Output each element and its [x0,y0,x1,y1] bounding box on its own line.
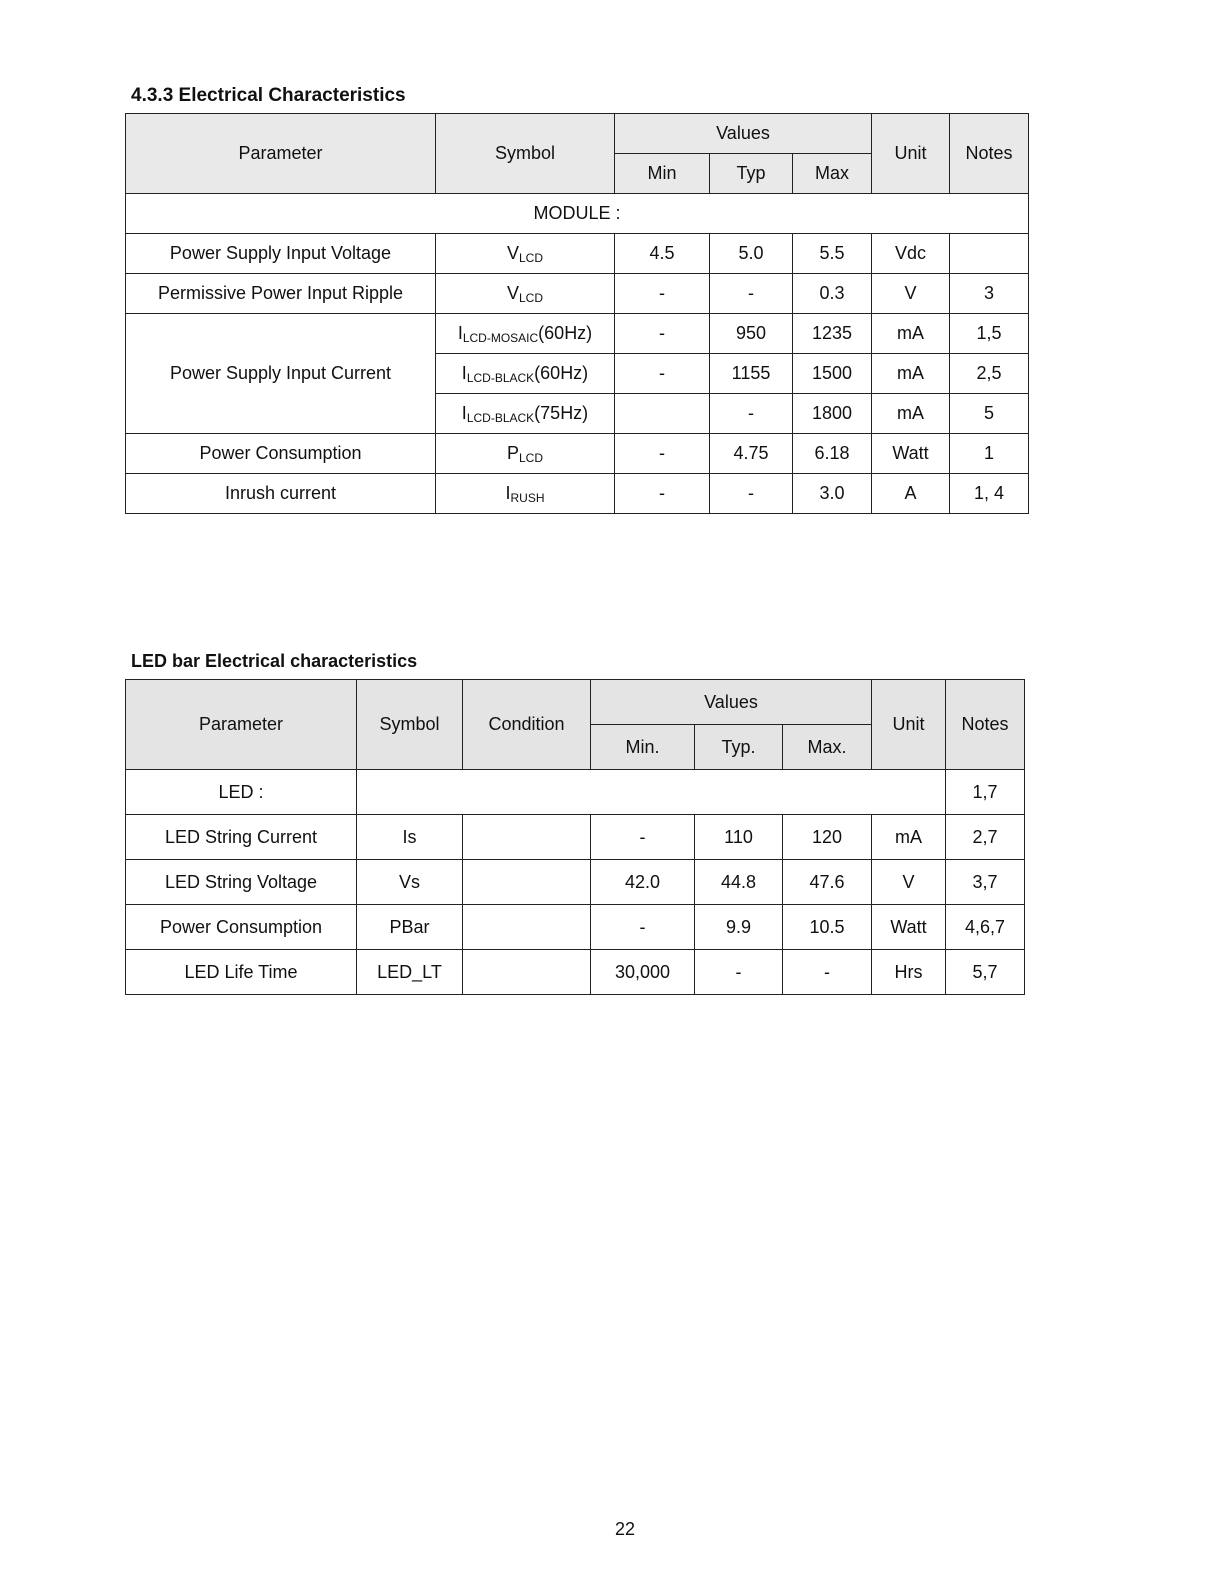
cell-typ: 110 [695,815,783,860]
cell-symbol: LED_LT [357,950,463,995]
led-empty-span [357,770,946,815]
header-symbol: Symbol [357,680,463,770]
cell-parameter: Power Consumption [126,905,357,950]
table-row [126,234,1029,274]
cell-parameter: LED String Voltage [126,860,357,905]
table-row [126,950,1025,995]
cell-max: 10.5 [783,905,872,950]
cell-unit: V [872,274,950,314]
cell-min: - [615,434,710,474]
cell-min: - [591,815,695,860]
cell-max: - [783,950,872,995]
cell-parameter: Power Supply Input Current [126,314,436,434]
cell-unit: mA [872,354,950,394]
cell-typ: - [710,394,793,434]
header-parameter: Parameter [126,114,436,194]
cell-notes: 2,5 [950,354,1029,394]
cell-min: 42.0 [591,860,695,905]
cell-max: 5.5 [793,234,872,274]
cell-max: 47.6 [783,860,872,905]
cell-condition [463,860,591,905]
page-number: 22 [614,1519,636,1539]
cell-unit: Hrs [872,950,946,995]
cell-unit: Watt [872,434,950,474]
header-max: Max. [783,725,872,770]
header-condition: Condition [463,680,591,770]
header-notes: Notes [950,114,1029,194]
cell-max: 120 [783,815,872,860]
cell-max: 1800 [793,394,872,434]
header-unit: Unit [872,114,950,194]
cell-symbol: $I_{LCD-BLACK}(60Hz)$ [436,354,615,394]
cell-symbol: PBar [357,905,463,950]
header-parameter: Parameter [126,680,357,770]
cell-min [615,394,710,434]
section-title-led-bar: LED bar Electrical characteristics [131,651,418,671]
cell-notes [950,234,1029,274]
header-typ: Typ [710,154,793,194]
cell-min: - [615,354,710,394]
cell-symbol: $V_{LCD}$ [436,234,615,274]
led-bar-characteristics-table [125,679,1025,995]
cell-condition [463,950,591,995]
cell-typ: 1155 [710,354,793,394]
cell-max: 6.18 [793,434,872,474]
cell-notes: 1,5 [950,314,1029,354]
cell-notes: 4,6,7 [946,905,1025,950]
header-symbol: Symbol [436,114,615,194]
table-row [126,815,1025,860]
cell-unit: mA [872,815,946,860]
cell-parameter: LED String Current [126,815,357,860]
cell-notes: 3 [950,274,1029,314]
cell-parameter: LED Life Time [126,950,357,995]
cell-condition [463,905,591,950]
header-min: Min [615,154,710,194]
header-values: Values [615,114,872,154]
cell-unit: Vdc [872,234,950,274]
electrical-characteristics-table [125,113,1029,514]
cell-min: - [591,905,695,950]
module-label: MODULE : [126,194,1029,234]
led-notes: 1,7 [946,770,1025,815]
cell-notes: 3,7 [946,860,1025,905]
cell-typ: 9.9 [695,905,783,950]
header-values: Values [591,680,872,725]
cell-condition [463,815,591,860]
table-row [126,905,1025,950]
cell-unit: V [872,860,946,905]
table-row [126,274,1029,314]
cell-max: 3.0 [793,474,872,514]
header-max: Max [793,154,872,194]
cell-unit: mA [872,394,950,434]
cell-min: - [615,314,710,354]
cell-typ: 4.75 [710,434,793,474]
header-min: Min. [591,725,695,770]
cell-unit: A [872,474,950,514]
cell-symbol: $I_{RUSH}$ [436,474,615,514]
cell-min: - [615,474,710,514]
cell-max: 1235 [793,314,872,354]
cell-symbol: Is [357,815,463,860]
cell-parameter: Inrush current [126,474,436,514]
section-title-electrical: 4.3.3 Electrical Characteristics [131,85,406,106]
table-row [126,314,1029,354]
cell-typ: 5.0 [710,234,793,274]
cell-min: 30,000 [591,950,695,995]
cell-symbol: $I_{LCD-BLACK}(75Hz)$ [436,394,615,434]
cell-parameter: Power Supply Input Voltage [126,234,436,274]
cell-symbol: $I_{LCD-MOSAIC}(60Hz)$ [436,314,615,354]
table-row [126,434,1029,474]
cell-notes: 5,7 [946,950,1025,995]
cell-notes: 1 [950,434,1029,474]
cell-unit: mA [872,314,950,354]
cell-min: 4.5 [615,234,710,274]
header-notes: Notes [946,680,1025,770]
cell-unit: Watt [872,905,946,950]
cell-symbol: $V_{LCD}$ [436,274,615,314]
cell-typ: 950 [710,314,793,354]
cell-notes: 1, 4 [950,474,1029,514]
cell-notes: 2,7 [946,815,1025,860]
cell-notes: 5 [950,394,1029,434]
cell-symbol: Vs [357,860,463,905]
table-row [126,474,1029,514]
cell-symbol: $P_{LCD}$ [436,434,615,474]
cell-max: 1500 [793,354,872,394]
table-row [126,860,1025,905]
cell-typ: - [710,474,793,514]
cell-typ: 44.8 [695,860,783,905]
cell-typ: - [695,950,783,995]
cell-min: - [615,274,710,314]
cell-parameter: Permissive Power Input Ripple [126,274,436,314]
header-unit: Unit [872,680,946,770]
cell-parameter: Power Consumption [126,434,436,474]
led-label: LED : [126,770,357,815]
header-typ: Typ. [695,725,783,770]
cell-typ: - [710,274,793,314]
cell-max: 0.3 [793,274,872,314]
